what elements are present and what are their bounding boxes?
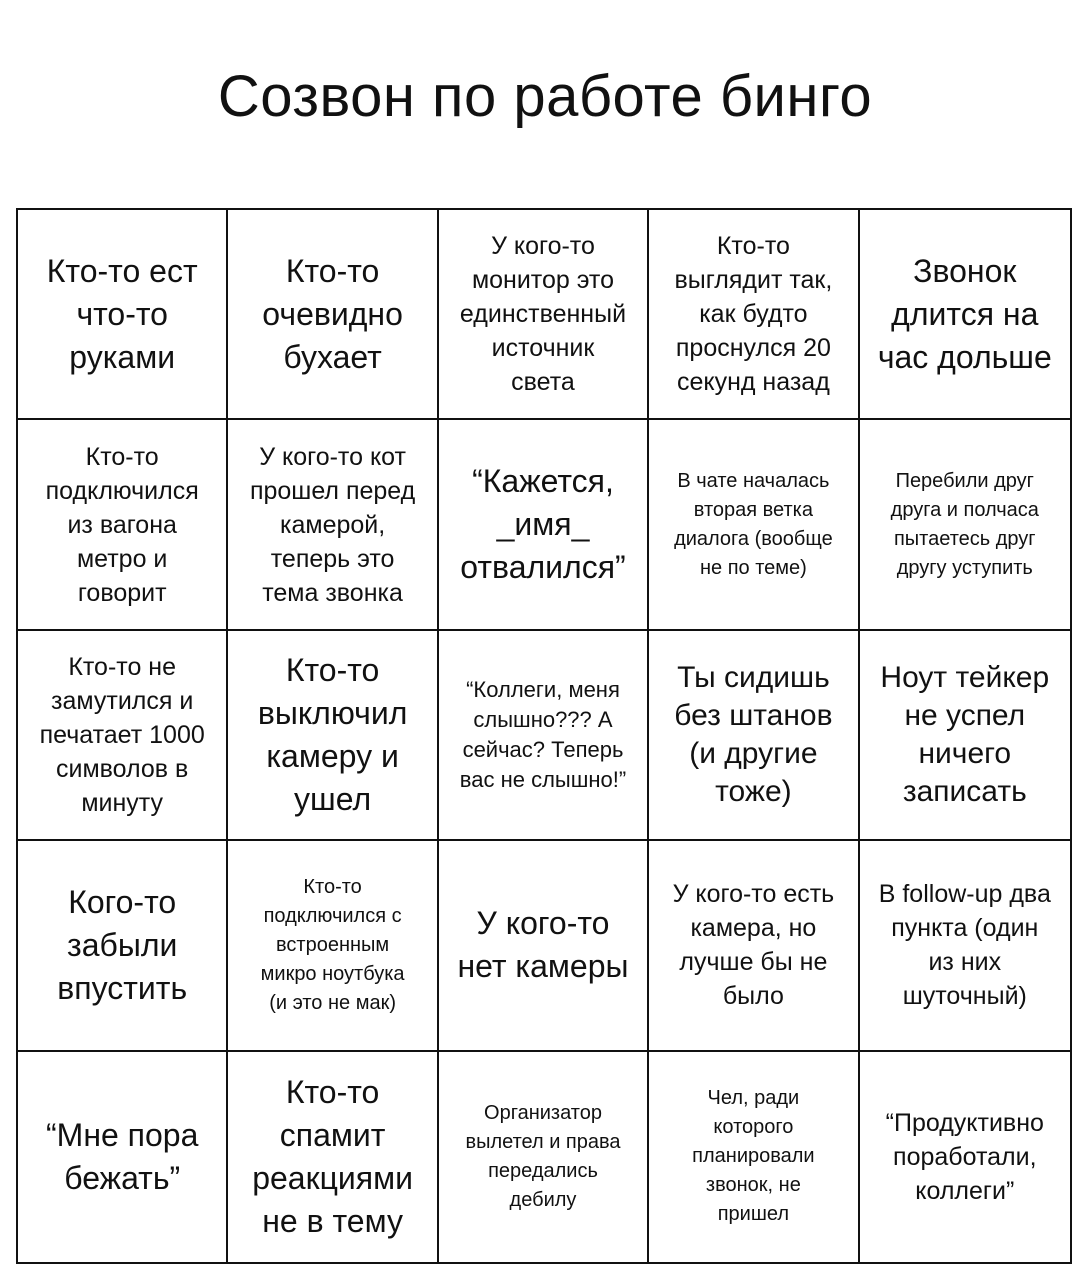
bingo-cell-text: Кто-то спамит реакциями не в тему [252, 1073, 413, 1239]
bingo-cell [228, 420, 438, 630]
bingo-cell [18, 841, 228, 1051]
bingo-cell-text: Кто-то подключился с встроенным микро ноутбука (и это не мак) [260, 875, 405, 1014]
bingo-cell [860, 210, 1070, 420]
bingo-cell-text: “Кажется, _имя_ отвалился” [460, 463, 626, 586]
bingo-cell-text: Организатор вылетел и права передались дебилу [465, 1101, 621, 1211]
bingo-cell-text: Кто-то выглядит так, как будто проснулся 20 секунд назад [674, 232, 833, 397]
page-title: Созвон по работе бинго [217, 64, 873, 129]
bingo-cell [228, 210, 438, 420]
bingo-cell-text: Кто-то подключился из вагона метро и говорит [45, 442, 199, 607]
bingo-cell-text: Кто-то не замутился и печатает 1000 символов в минуту [39, 652, 205, 817]
bingo-cell-text: Кто-то выключил камеру и ушел [257, 651, 408, 817]
bingo-cell [860, 841, 1070, 1051]
bingo-cell-text: “Коллеги, меня слышно??? А сейчас? Теперь вас не слышно!” [459, 676, 627, 792]
bingo-cell [649, 841, 859, 1051]
bingo-grid [16, 208, 1072, 1264]
bingo-cell-text: У кого-то монитор это единственный источник света [459, 232, 627, 397]
bingo-cell [228, 1052, 438, 1262]
bingo-cell-text: Кого-то забыли впустить [57, 883, 188, 1006]
bingo-cell-text: “Продуктивно поработали, коллеги” [885, 1108, 1044, 1205]
bingo-cell [439, 841, 649, 1051]
bingo-cell [649, 210, 859, 420]
bingo-cell [860, 1052, 1070, 1262]
bingo-cell [18, 1052, 228, 1262]
bingo-cell-text: В чате началась вторая ветка диалога (вообще не по теме) [674, 469, 833, 579]
bingo-cell [228, 841, 438, 1051]
bingo-cell-text: Ты сидишь без штанов (и другие тоже) [674, 660, 833, 808]
bingo-cell [228, 631, 438, 841]
bingo-cell-text: Кто-то ест что-то руками [46, 252, 198, 375]
bingo-cell [649, 1052, 859, 1262]
bingo-cell-text: Перебили друг друга и полчаса пытаетесь друг другу уступить [890, 469, 1039, 579]
bingo-cell-text: Звонок длится на час дольше [877, 252, 1052, 375]
bingo-cell-text: Кто-то очевидно бухает [262, 252, 403, 375]
bingo-cell [860, 420, 1070, 630]
bingo-cell [18, 631, 228, 841]
bingo-cell [439, 1052, 649, 1262]
bingo-cell [860, 631, 1070, 841]
bingo-cell-text: Чел, ради которого планировали звонок, не пришел [692, 1087, 815, 1226]
bingo-cell [649, 631, 859, 841]
bingo-cell [439, 210, 649, 420]
bingo-cell [439, 420, 649, 630]
bingo-cell-text: У кого-то есть камера, но лучше бы не было [672, 880, 835, 1011]
bingo-cell [18, 420, 228, 630]
bingo-cell-text: У кого-то кот прошел перед камерой, теперь это тема звонка [249, 442, 416, 607]
bingo-cell [18, 210, 228, 420]
bingo-cell-text: В follow-up два пункта (один из них шуточный) [878, 880, 1051, 1011]
bingo-cell [649, 420, 859, 630]
bingo-cell [439, 631, 649, 841]
bingo-cell-text: У кого-то нет камеры [457, 905, 629, 985]
bingo-cell-text: Ноут тейкер не успел ничего записать [880, 660, 1050, 808]
bingo-cell-text: “Мне пора бежать” [46, 1116, 199, 1196]
